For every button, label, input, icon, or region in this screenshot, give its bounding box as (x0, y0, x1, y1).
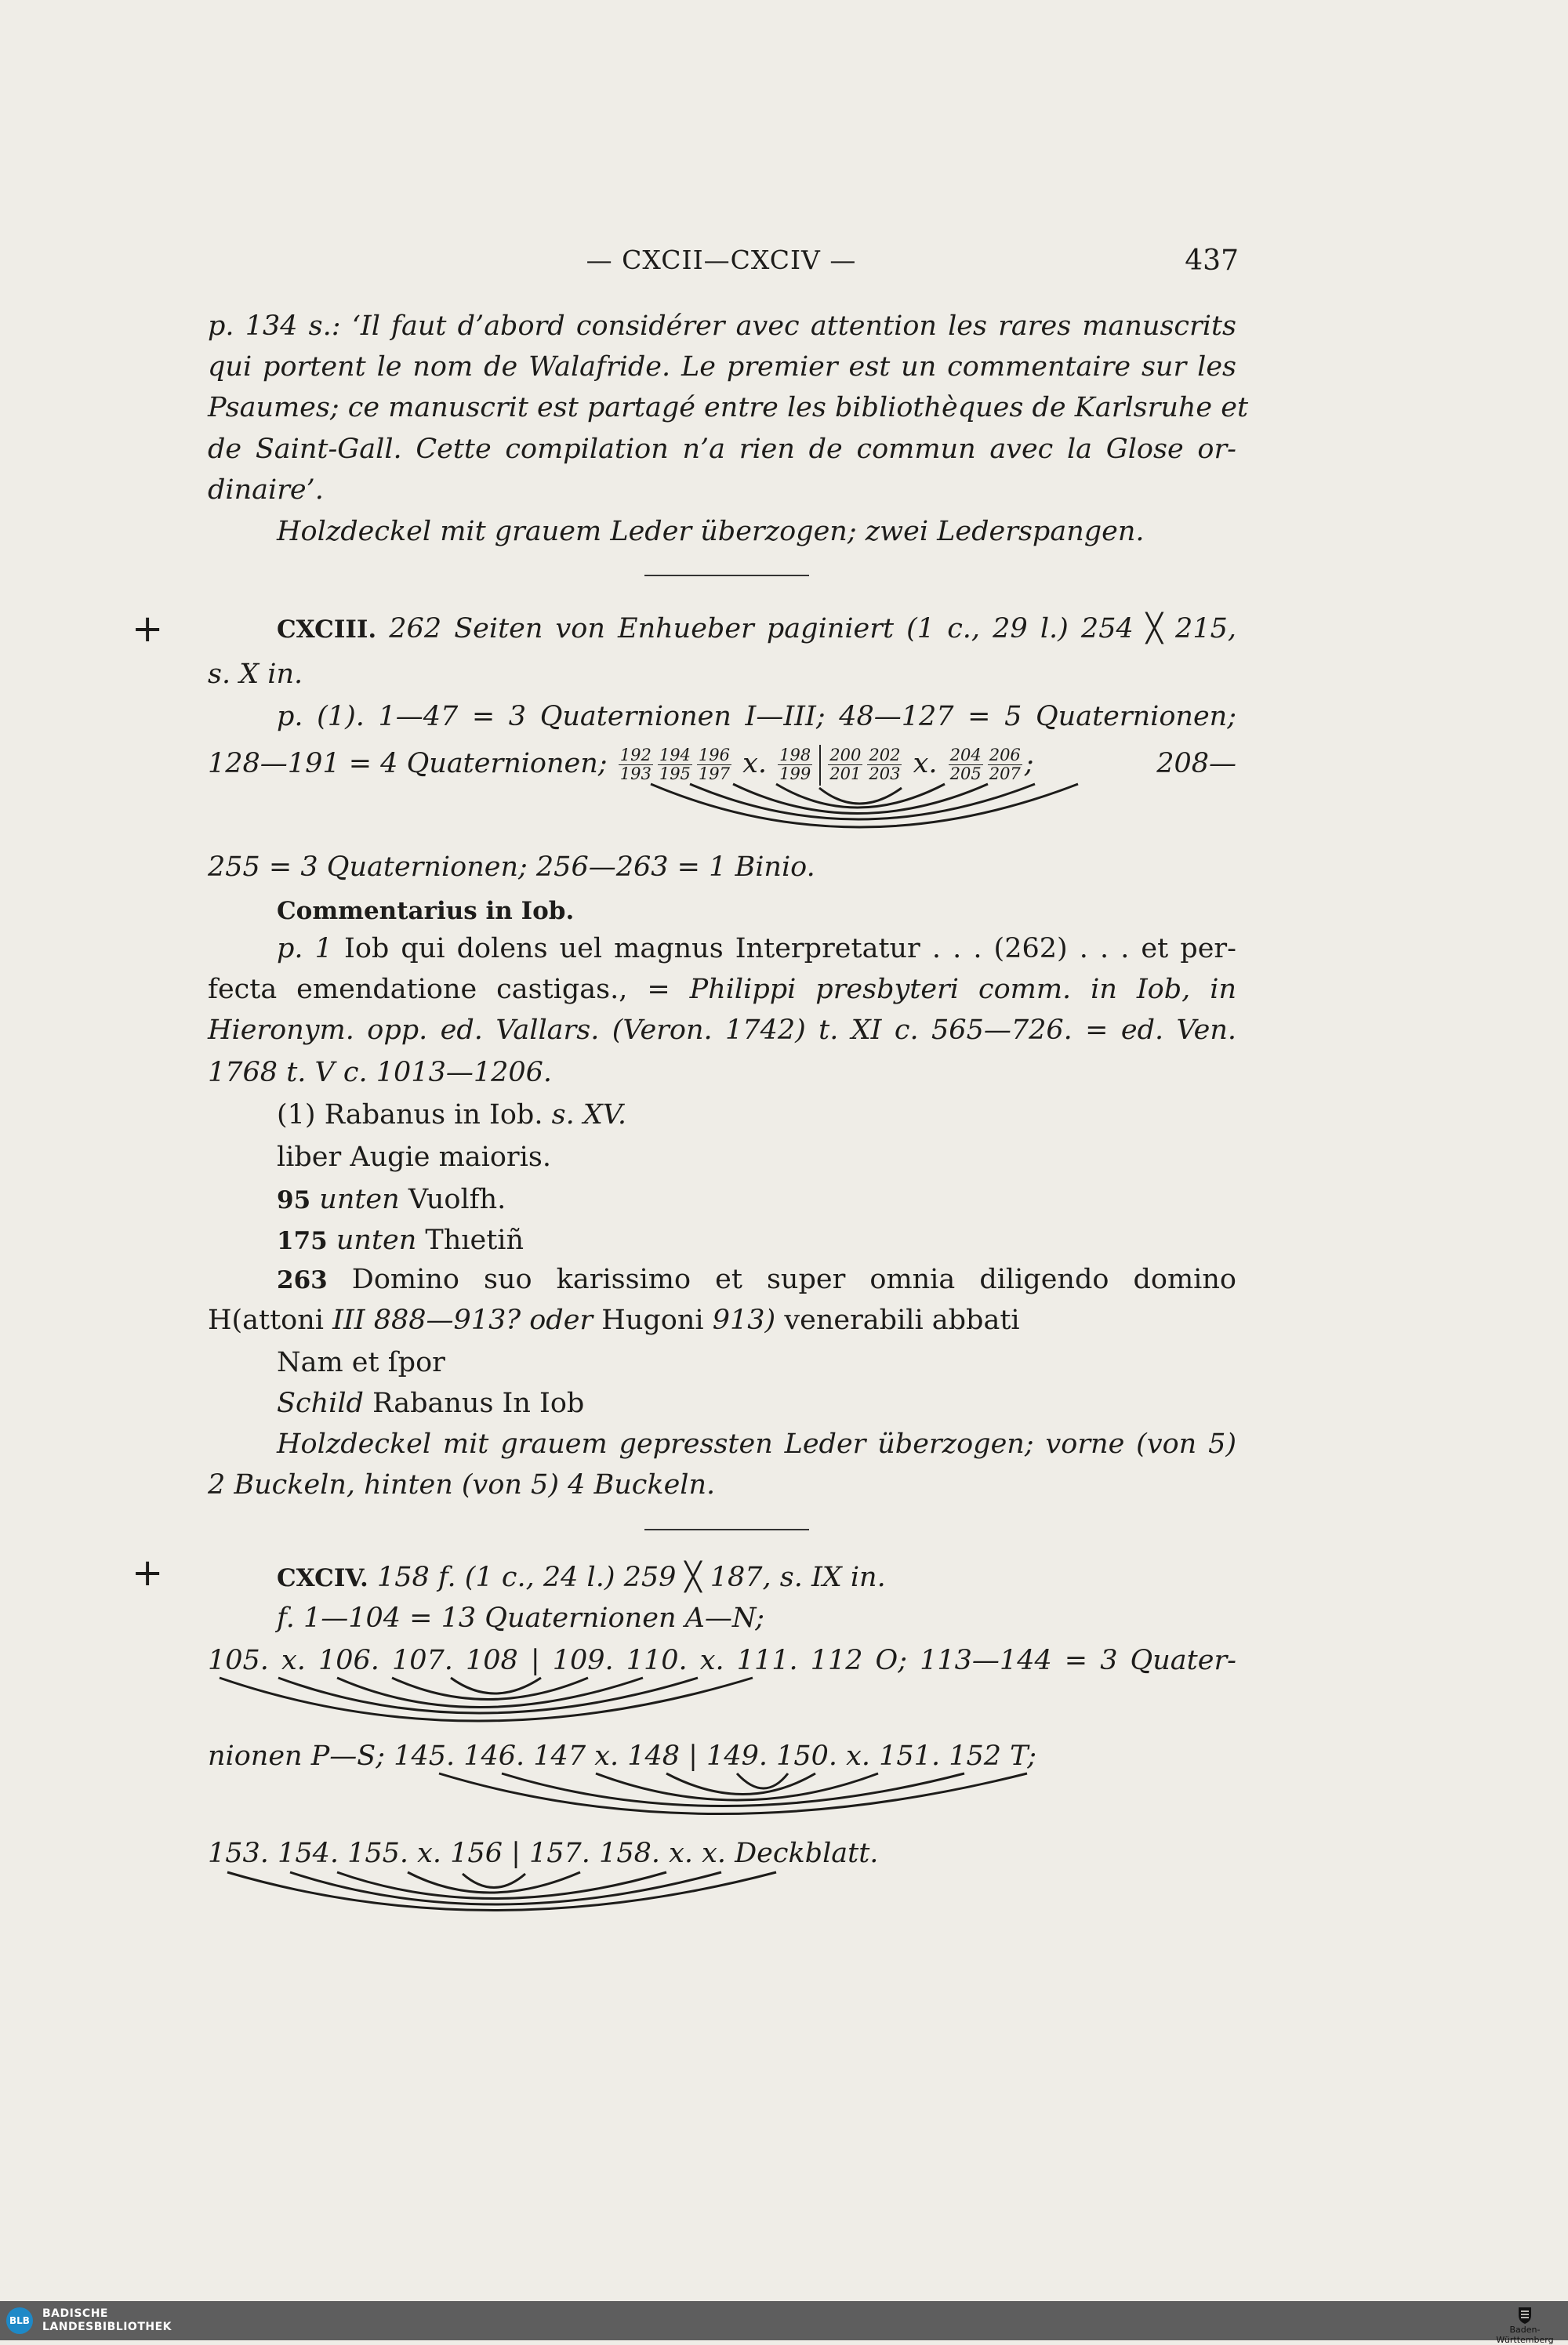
library-name: BADISCHE LANDESBIBLIOTHEK (42, 2307, 172, 2333)
collation-line: f. 1—104 = 13 Quaternionen A—N; (277, 1603, 765, 1634)
quire-arc (408, 1872, 580, 1893)
collation-line: p. (1). 1—47 = 3 Quaternionen I—III; 48—127 = 5 Quaternionen; (277, 701, 1236, 732)
folio-fraction: $\frac{198}{199}$ (779, 746, 811, 783)
quire-arc (439, 1773, 1027, 1814)
text-line: dinaire’. (208, 474, 324, 506)
text-line: qui portent le nom de Walafride. Le premier est un commentaire sur les (208, 351, 1236, 383)
quire-arc (651, 784, 1078, 827)
incipit-line: p. 1 Iob qui dolens uel magnus Interpretatur . . . (262) . . . et per- (277, 933, 1236, 964)
folio-fraction: $\frac{194}{195}$ (659, 746, 691, 783)
page-header (204, 245, 1239, 284)
collation-fraction-line: 128—191 = 4 Quaternionen; $\frac{192}{193}$ $\frac{194}{195}$ $\frac{196}{197}$ x. $\frac{198}{199}$ $\frac{200}{201}$ $\frac{202}{203}$ x. $\frac{204}{205}$ $\frac{206}{207}$ ; 208— (208, 740, 1236, 787)
missing-leaf-mark: x. (742, 748, 768, 779)
collation-line: 255 = 3 Quaternionen; 256—263 = 1 Binio. (208, 851, 815, 883)
quire-arc (227, 1872, 776, 1911)
note-line: 95 unten Vuolfh. (277, 1184, 506, 1215)
coat-of-arms-icon (1516, 2304, 1534, 2325)
entry-description: 158 f. (1 c., 24 l.) 259 ╳ 187, s. IX in. (376, 1562, 886, 1593)
binding-note: 2 Buckeln, hinten (von 5) 4 Buckeln. (208, 1469, 716, 1501)
incipit-line: fecta emendatione castigas., = Philippi presbyteri comm. in Iob, in (208, 974, 1236, 1005)
folio-fraction: $\frac{196}{197}$ (698, 746, 731, 783)
note-line: Schild Rabanus In Iob (277, 1388, 585, 1419)
section-divider (644, 575, 809, 576)
text-line: p. 134 s.: ‘Il faut d’abord considérer avec attention les rares manuscrits (208, 310, 1236, 342)
entry-description: 262 Seiten von Enhueber paginiert (1 c., 29 l.) 254 ╳ 215, (389, 613, 1236, 644)
entry-heading-cxciv (277, 1559, 1236, 1597)
quire-arc (690, 784, 1035, 819)
shelfmark: CXCIII. (277, 615, 377, 644)
section-divider (644, 1529, 809, 1530)
quire-arc (337, 1678, 643, 1708)
missing-leaf-mark: x. (913, 748, 938, 779)
text-line: Hieronym. opp. ed. Vallars. (Veron. 1742) t. XI c. 565—726. = ed. Ven. (208, 1015, 1236, 1046)
note-line: Nam et ſpor (277, 1347, 445, 1378)
quire-arc (278, 1678, 698, 1713)
text-line: de Saint-Gall. Cette compilation n’a rien de commun avec la Glose or- (208, 434, 1236, 465)
note-line: 175 unten Thıetiñ (277, 1225, 524, 1256)
folio-fraction: $\frac{200}{201}$ (829, 746, 862, 783)
binding-note: Holzdeckel mit grauem gepressten Leder überzogen; vorne (von 5) (277, 1428, 1236, 1460)
blb-logo-icon: BLB (6, 2307, 33, 2334)
note-line: 263 Domino suo karissimo et super omnia diligendo domino (277, 1264, 1236, 1295)
collation-line: 153. 154. 155. x. 156 | 157. 158. x. x. Deckblatt. (208, 1838, 879, 1869)
collation-text: 208— (1156, 748, 1236, 779)
collation-line: nionen P—S; 145. 146. 147 x. 148 | 149. 150. x. 151. 152 T; (208, 1741, 1037, 1772)
baden-wuerttemberg-logo: Baden-Württemberg (1490, 2304, 1560, 2345)
quire-arc (337, 1872, 666, 1899)
folio-fraction: $\frac{204}{205}$ (949, 746, 982, 783)
collation-line: 105. x. 106. 107. 108 | 109. 110. x. 111. 112 O; 113—144 = 3 Quater- (208, 1645, 1236, 1676)
quire-arc (666, 1773, 815, 1795)
quire-arc (819, 788, 902, 804)
binding-note: Holzdeckel mit grauem Leder überzogen; zwei Lederspangen. (277, 516, 1145, 547)
shelfmark: CXCIV. (277, 1564, 368, 1592)
running-title: — CXCII—CXCIV — (586, 245, 857, 275)
quire-arc (776, 784, 945, 808)
quire-arc (502, 1773, 964, 1806)
note-line: H(attoni III 888—913? oder Hugoni 913) venerabili abbati (208, 1305, 1020, 1336)
text-line: s. X in. (208, 659, 303, 690)
quire-arc (463, 1874, 525, 1888)
quire-arc (733, 784, 988, 814)
margin-plus-mark: + (132, 607, 164, 651)
work-title: Commentarius in Iob. (277, 897, 575, 925)
quire-center-bar (819, 745, 821, 786)
quire-arc (451, 1678, 541, 1693)
footer-bar (0, 2301, 1568, 2345)
note-line: (1) Rabanus in Iob. s. XV. (277, 1099, 627, 1131)
folio-fraction: $\frac{206}{207}$ (989, 746, 1021, 783)
text-line: 1768 t. V c. 1013—1206. (208, 1057, 553, 1088)
folio-fraction: $\frac{202}{203}$ (869, 746, 901, 783)
quire-arc (737, 1773, 788, 1788)
page-number: 437 (1185, 245, 1239, 277)
quire-arc (392, 1678, 588, 1700)
margin-plus-mark: + (132, 1551, 164, 1595)
text-line: Psaumes; ce manuscrit est partagé entre les bibliothèques de Karlsruhe et (208, 392, 1249, 423)
collation-text: 128—191 = 4 Quaternionen; (208, 748, 608, 779)
entry-heading-cxciii (277, 610, 1236, 648)
quire-arc (290, 1872, 721, 1904)
quire-arc (220, 1678, 753, 1721)
note-line: liber Augie maioris. (277, 1142, 551, 1173)
folio-fraction: $\frac{192}{193}$ (619, 746, 652, 783)
quire-arc (596, 1773, 878, 1800)
